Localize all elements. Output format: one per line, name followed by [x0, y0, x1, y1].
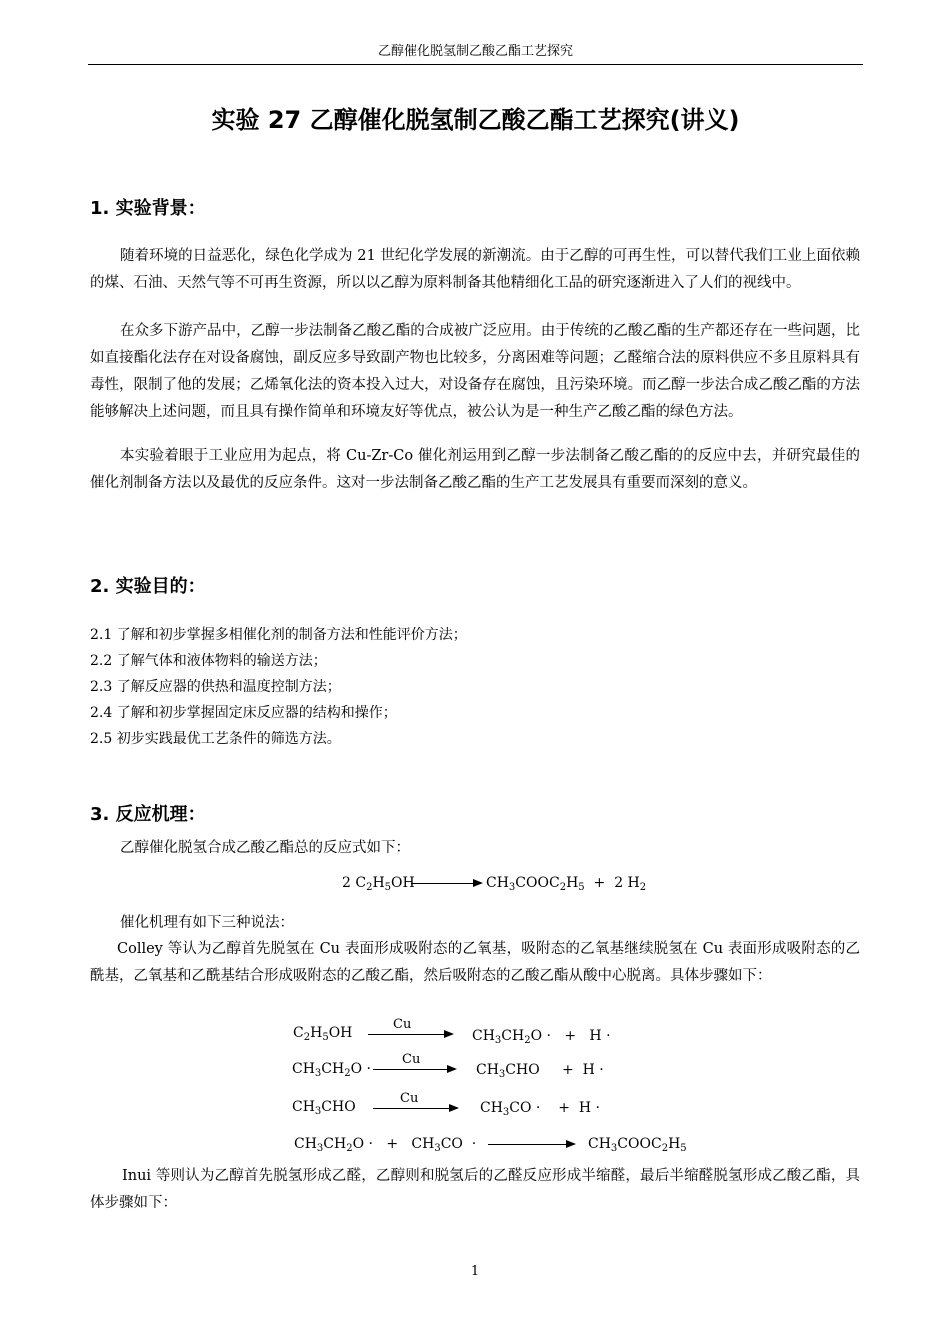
- paragraph: 乙醇催化脱氢合成乙酸乙酯总的反应式如下：: [120, 840, 410, 856]
- list-item: 2.1 了解和初步掌握多相催化剂的制备方法和性能评价方法；: [90, 627, 467, 643]
- running-header: 乙醇催化脱氢制乙酸乙酯工艺探究: [377, 44, 573, 59]
- list-item: 2.3 了解反应器的供热和温度控制方法；: [90, 679, 341, 695]
- paragraph: Colley 等认为乙醇首先脱氢在 Cu 表面形成吸附态的乙氧基，吸附态的乙氧基继续脱氢在 Cu 表面形成吸附态的乙酰基，乙氧基和乙酰基结合形成吸附态的乙酸乙酯，然后吸附态的乙酸乙酯从酸中心脱离。具体步骤如下：: [90, 941, 860, 984]
- list-item: 2.5 初步实践最优工艺条件的筛选方法。: [90, 731, 341, 747]
- reaction-arrow: [411, 883, 481, 884]
- catalyst-label: Cu: [400, 1091, 419, 1106]
- reaction-arrow: [373, 1069, 455, 1070]
- list-item: 2.4 了解和初步掌握固定床反应器的结构和操作；: [90, 705, 397, 721]
- list-item: 2.2 了解气体和液体物料的输送方法；: [90, 653, 327, 669]
- document-title: 实验 27 乙醇催化脱氢制乙酸乙酯工艺探究(讲义): [211, 106, 740, 134]
- page-number: 1: [470, 1264, 480, 1279]
- header-divider: [88, 64, 863, 65]
- catalyst-label: Cu: [402, 1052, 421, 1067]
- objectives-list: [90, 622, 467, 752]
- catalyst-label: Cu: [393, 1017, 412, 1032]
- reaction-arrow: [368, 1034, 452, 1035]
- paragraph: 在众多下游产品中，乙醇一步法制备乙酸乙酯的合成被广泛应用。由于传统的乙酸乙酯的生产都还存在一些问题，比如直接酯化法存在对设备腐蚀，副反应多导致副产物也比较多，分离困难等问题；乙醛缩合法的原料供应不多且原料具有毒性，限制了他的发展；乙烯氧化法的资本投入过大，对设备存在腐蚀，且污染环境。而乙醇一步法合成乙酸乙酯的方法能够解决上述问题，而且具有操作简单和环境友好等优点，被公认为是一种生产乙酸乙酯的绿色方法。: [90, 323, 860, 420]
- reaction-arrow: [488, 1144, 574, 1145]
- section-heading-objectives: 2. 实验目的：: [90, 576, 206, 597]
- section-heading-background: 1. 实验背景：: [90, 198, 206, 219]
- paragraph: Inui 等则认为乙醇首先脱氢形成乙醛，乙醇则和脱氢后的乙醛反应形成半缩醛，最后半缩醛脱氢形成乙酸乙酯，具体步骤如下：: [90, 1168, 860, 1211]
- reaction-arrow: [373, 1108, 457, 1109]
- section-heading-mechanism: 3. 反应机理：: [90, 804, 206, 825]
- paragraph: 催化机理有如下三种说法：: [120, 915, 294, 931]
- paragraph: 本实验着眼于工业应用为起点，将 Cu-Zr-Co 催化剂运用到乙醇一步法制备乙酸乙酯的的反应中去，并研究最佳的催化剂制备方法以及最优的反应条件。这对一步法制备乙酸乙酯的生产工艺发展具有重要而深刻的意义。: [90, 448, 860, 491]
- paragraph: 随着环境的日益恶化，绿色化学成为 21 世纪化学发展的新潮流。由于乙醇的可再生性，可以替代我们工业上面依赖的煤、石油、天然气等不可再生资源，所以以乙醇为原料制备其他精细化工品的研究逐渐进入了人们的视线中。: [90, 248, 860, 291]
